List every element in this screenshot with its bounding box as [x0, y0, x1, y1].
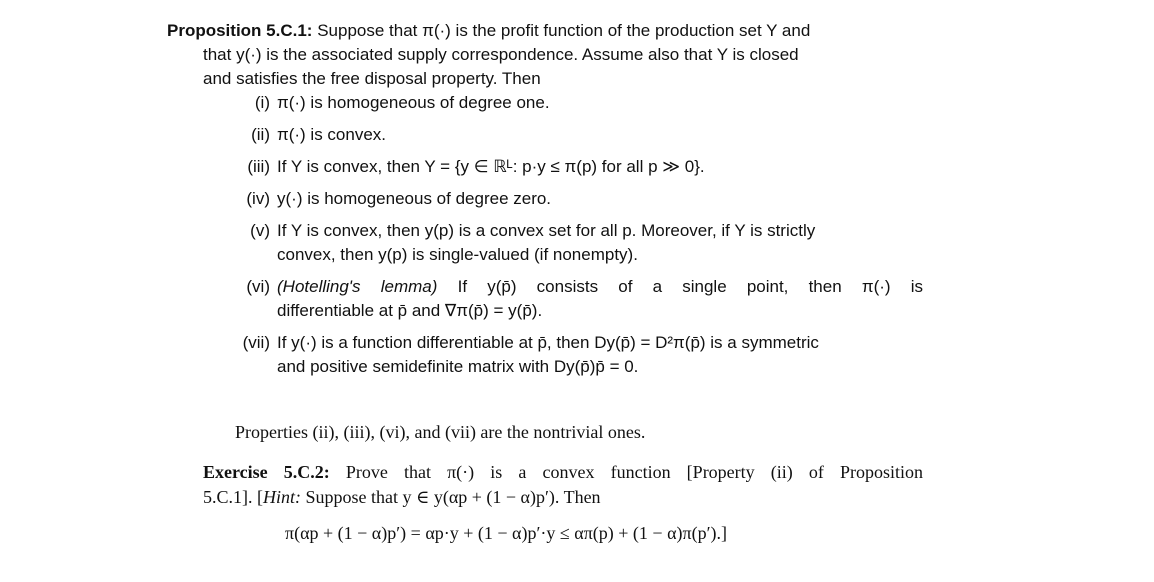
item-text: If y(·) is a function differentiable at p̄, then Dy(p̄) = D²π(p̄) is a symmetric — [277, 333, 819, 352]
item-text: y(·) is homogeneous of degree zero. — [277, 189, 552, 208]
proposition-first-line — [167, 20, 923, 42]
item-number: (v) — [250, 221, 270, 240]
item-number: (ii) — [251, 125, 270, 144]
proposition-intro-line2: that y(·) is the associated supply correspondence. Assume also that Y is closed — [203, 45, 799, 64]
item-text — [277, 276, 923, 298]
item-text-body: If y(p̄) consists of a single point, then π(·) is — [457, 277, 923, 296]
exercise-line2-post: Suppose that y ∈ y(αp + (1 − α)p′). Then — [301, 487, 601, 507]
item-text: π(·) is homogeneous of degree one. — [277, 93, 550, 112]
item-number: (i) — [254, 93, 270, 112]
item-number: (iii) — [247, 157, 270, 176]
remark-text: Properties (ii), (iii), (vi), and (vii) are the nontrivial ones. — [235, 422, 646, 442]
item-number: (vi) — [246, 277, 270, 296]
item-number: (vii) — [242, 333, 270, 352]
item-text: π(·) is convex. — [277, 125, 387, 144]
exercise-label: Exercise 5.C.2: — [203, 462, 330, 482]
hotelling-lemma-label: (Hotelling's lemma) — [277, 277, 438, 296]
item-text-continued: convex, then y(p) is single-valued (if nonempty). — [277, 245, 638, 264]
exercise-line2-pre: 5.C.1]. [ — [203, 487, 263, 507]
exercise-first-line — [203, 461, 923, 483]
item-text: If Y is convex, then Y = {y ∈ ℝᴸ: p·y ≤ π(p) for all p ≫ 0}. — [277, 157, 705, 176]
exercise-line1: Prove that π(·) is a convex function [Property (ii) of Proposition — [345, 462, 924, 482]
item-text-continued: differentiable at p̄ and ∇π(p̄) = y(p̄). — [277, 301, 543, 320]
exercise-equation: π(αp + (1 − α)p′) = αp·y + (1 − α)p′·y ≤ απ(p) + (1 − α)π(p′).] — [285, 523, 728, 543]
item-text: If Y is convex, then y(p) is a convex set for all p. Moreover, if Y is strictly — [277, 221, 816, 240]
item-text-continued: and positive semidefinite matrix with Dy(p̄)p̄ = 0. — [277, 357, 639, 376]
proposition-intro-line1: Suppose that π(·) is the profit function of the production set Y and — [317, 21, 811, 40]
proposition-label: Proposition 5.C.1: — [167, 21, 313, 40]
exercise-line2 — [203, 486, 601, 508]
hint-label: Hint: — [263, 487, 301, 507]
proposition-intro-line3: and satisfies the free disposal property. Then — [203, 69, 541, 88]
item-number: (iv) — [246, 189, 270, 208]
